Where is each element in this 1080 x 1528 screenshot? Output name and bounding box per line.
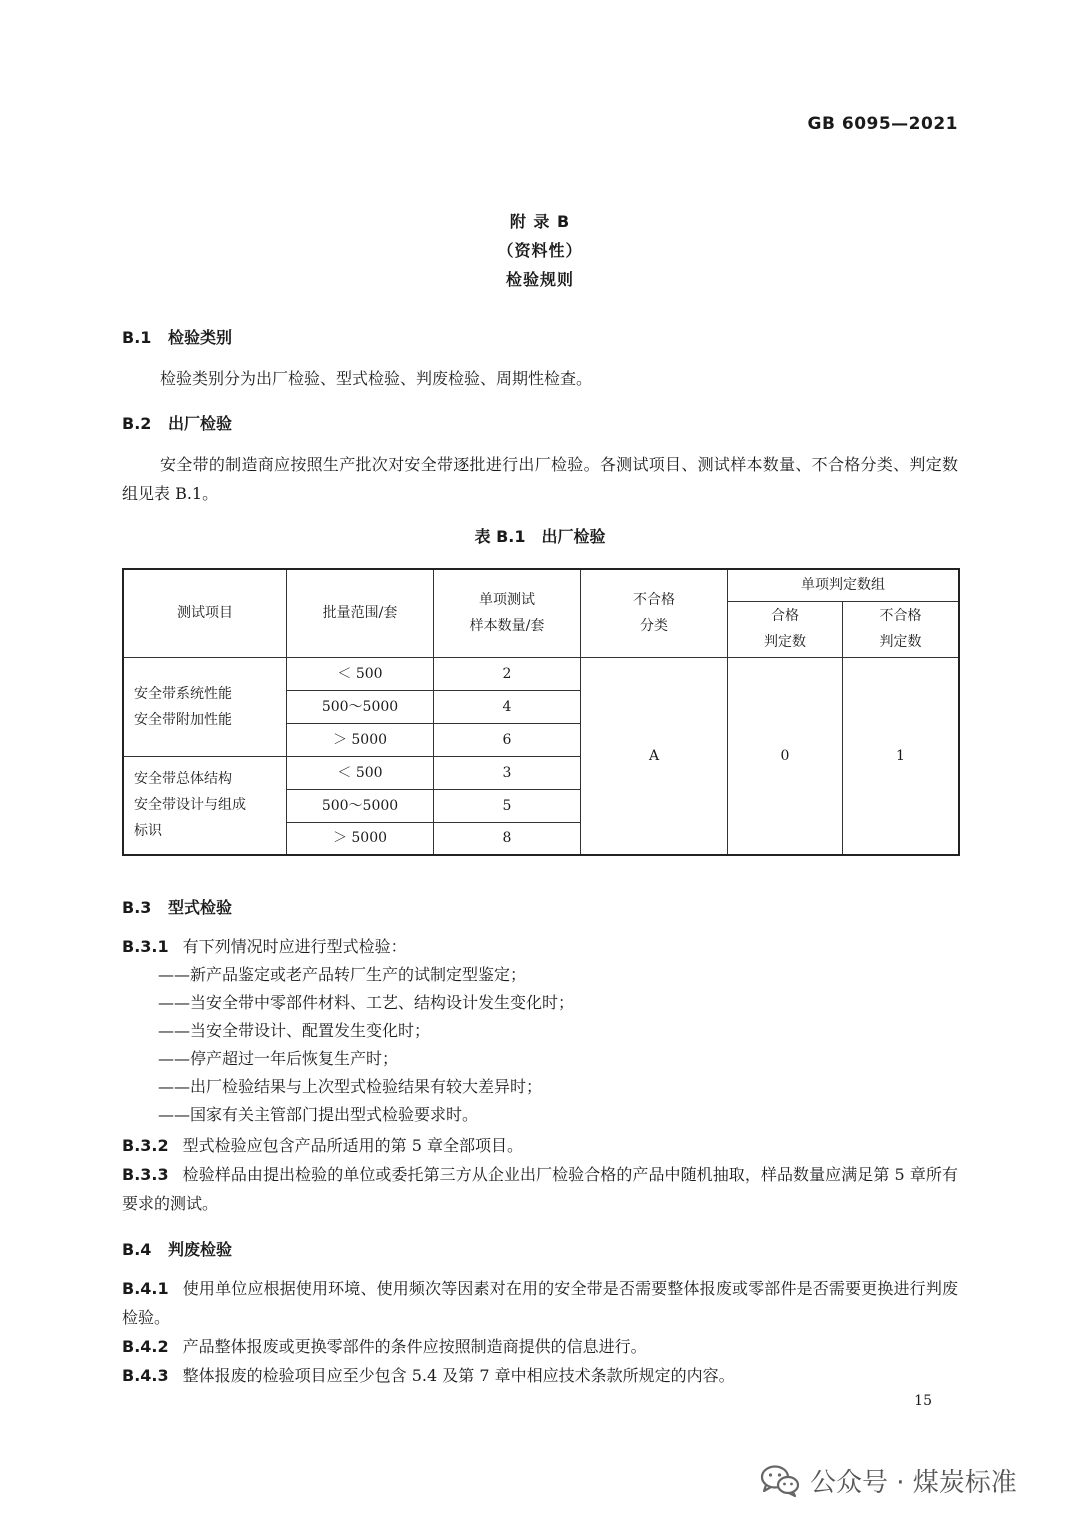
clause-b4-heading	[122, 1237, 232, 1260]
group1-item	[123, 657, 287, 756]
header-judge-group: 单项判定数组	[728, 569, 960, 601]
group2-item-line1: 安全带总体结构	[134, 771, 232, 788]
sample-cell: 3	[434, 756, 581, 789]
clause-title: 检验类别	[168, 328, 233, 347]
range-cell: 500～5000	[287, 789, 434, 822]
clause-b33	[122, 1160, 958, 1218]
clause-b1-heading	[122, 325, 232, 348]
list-item: ——新产品鉴定或老产品转厂生产的试制定型鉴定；	[158, 965, 527, 984]
clause-number: B.1	[122, 328, 152, 347]
sample-cell: 2	[434, 657, 581, 690]
range-cell: ＜ 500	[287, 756, 434, 789]
watermark-text: 公众号 · 煤炭标准	[810, 1468, 1017, 1498]
clause-b32	[122, 1131, 958, 1160]
group2-item-line3: 标识	[134, 823, 162, 840]
inspection-table	[122, 568, 960, 856]
sample-cell: 4	[434, 690, 581, 723]
wechat-icon	[760, 1464, 800, 1498]
list-item: ——当安全带设计、配置发生变化时；	[158, 1021, 431, 1040]
range-cell: ＞ 5000	[287, 822, 434, 855]
group2-item	[123, 756, 287, 855]
appendix-nature: （资料性）	[497, 241, 583, 260]
header-pass	[728, 601, 843, 657]
watermark	[760, 1462, 1017, 1499]
clause-title: 出厂检验	[168, 414, 233, 433]
clause-b1-text: 检验类别分为出厂检验、型式检验、判废检验、周期性检查。	[160, 369, 593, 388]
list-item: ——当安全带中零部件材料、工艺、结构设计发生变化时；	[158, 993, 575, 1012]
range-cell: 500～5000	[287, 690, 434, 723]
clause-number: B.2	[122, 414, 152, 433]
clause-b43	[122, 1361, 958, 1390]
appendix-heading	[0, 207, 1080, 294]
clause-b3-heading	[122, 895, 232, 918]
list-item: ——停产超过一年后恢复生产时；	[158, 1049, 399, 1068]
appendix-title: 附 录 B	[509, 212, 571, 231]
fail-cell: 1	[843, 657, 960, 855]
header-class	[581, 569, 728, 657]
list-item: ——出厂检验结果与上次型式检验结果有较大差异时；	[158, 1077, 543, 1096]
pass-cell: 0	[728, 657, 843, 855]
clause-number: B.3	[122, 898, 152, 917]
clause-b2-heading	[122, 411, 232, 434]
subclause-number: B.4.3	[122, 1366, 169, 1385]
header-pass-line2: 判定数	[764, 634, 806, 650]
header-sample-line2: 样本数量/套	[469, 618, 545, 635]
subclause-text: 有下列情况时应进行型式检验：	[182, 937, 407, 956]
header-class-line2: 分类	[640, 618, 668, 635]
list-item: ——国家有关主管部门提出型式检验要求时。	[158, 1105, 479, 1124]
clause-b2-text: 安全带的制造商应按照生产批次对安全带逐批进行出厂检验。各测试项目、测试样本数量、不合格分类、判定数组见表 B.1。	[122, 455, 958, 503]
clause-title: 判废检验	[168, 1240, 233, 1259]
clause-title: 型式检验	[168, 898, 233, 917]
sample-cell: 5	[434, 789, 581, 822]
table-caption: 表 B.1 出厂检验	[474, 527, 606, 546]
clause-number: B.4	[122, 1240, 152, 1259]
header-sample-line1: 单项测试	[479, 592, 535, 609]
subclause-number: B.4.2	[122, 1337, 169, 1356]
group1-item-line2: 安全带附加性能	[134, 711, 232, 728]
page-number: 15	[914, 1393, 932, 1409]
header-class-line1: 不合格	[633, 592, 675, 609]
subclause-text: 整体报废的检验项目应至少包含 5.4 及第 7 章中相应技术条款所规定的内容。	[182, 1366, 735, 1385]
header-sample	[434, 569, 581, 657]
header-fail-line1: 不合格	[879, 608, 922, 624]
group1-item-line1: 安全带系统性能	[134, 685, 232, 702]
group2-item-line2: 安全带设计与组成	[134, 797, 246, 814]
subclause-text: 型式检验应包含产品所适用的第 5 章全部项目。	[182, 1136, 523, 1155]
header-item: 测试项目	[123, 569, 287, 657]
clause-b42	[122, 1332, 958, 1361]
range-cell: ＞ 5000	[287, 723, 434, 756]
subclause-text: 产品整体报废或更换零部件的条件应按照制造商提供的信息进行。	[182, 1337, 647, 1356]
range-cell: ＜ 500	[287, 657, 434, 690]
subclause-number: B.3.3	[122, 1165, 169, 1184]
standard-number: GB 6095—2021	[807, 114, 958, 134]
subclause-number: B.3.2	[122, 1136, 169, 1155]
subclause-text: 使用单位应根据使用环境、使用频次等因素对在用的安全带是否需要整体报废或零部件是否需要更换进行判废检验。	[122, 1279, 958, 1327]
header-fail	[843, 601, 960, 657]
clause-b41	[122, 1274, 958, 1332]
clause-b31	[122, 932, 958, 961]
header-range: 批量范围/套	[287, 569, 434, 657]
subclause-number: B.4.1	[122, 1279, 169, 1298]
sample-cell: 6	[434, 723, 581, 756]
table-row	[123, 657, 959, 690]
appendix-name: 检验规则	[505, 270, 574, 289]
subclause-text: 检验样品由提出检验的单位或委托第三方从企业出厂检验合格的产品中随机抽取，样品数量应满足第 5 章所有要求的测试。	[122, 1165, 958, 1213]
sample-cell: 8	[434, 822, 581, 855]
header-fail-line2: 判定数	[879, 634, 922, 650]
subclause-number: B.3.1	[122, 937, 169, 956]
header-pass-line1: 合格	[771, 608, 799, 624]
class-cell: A	[581, 657, 728, 855]
